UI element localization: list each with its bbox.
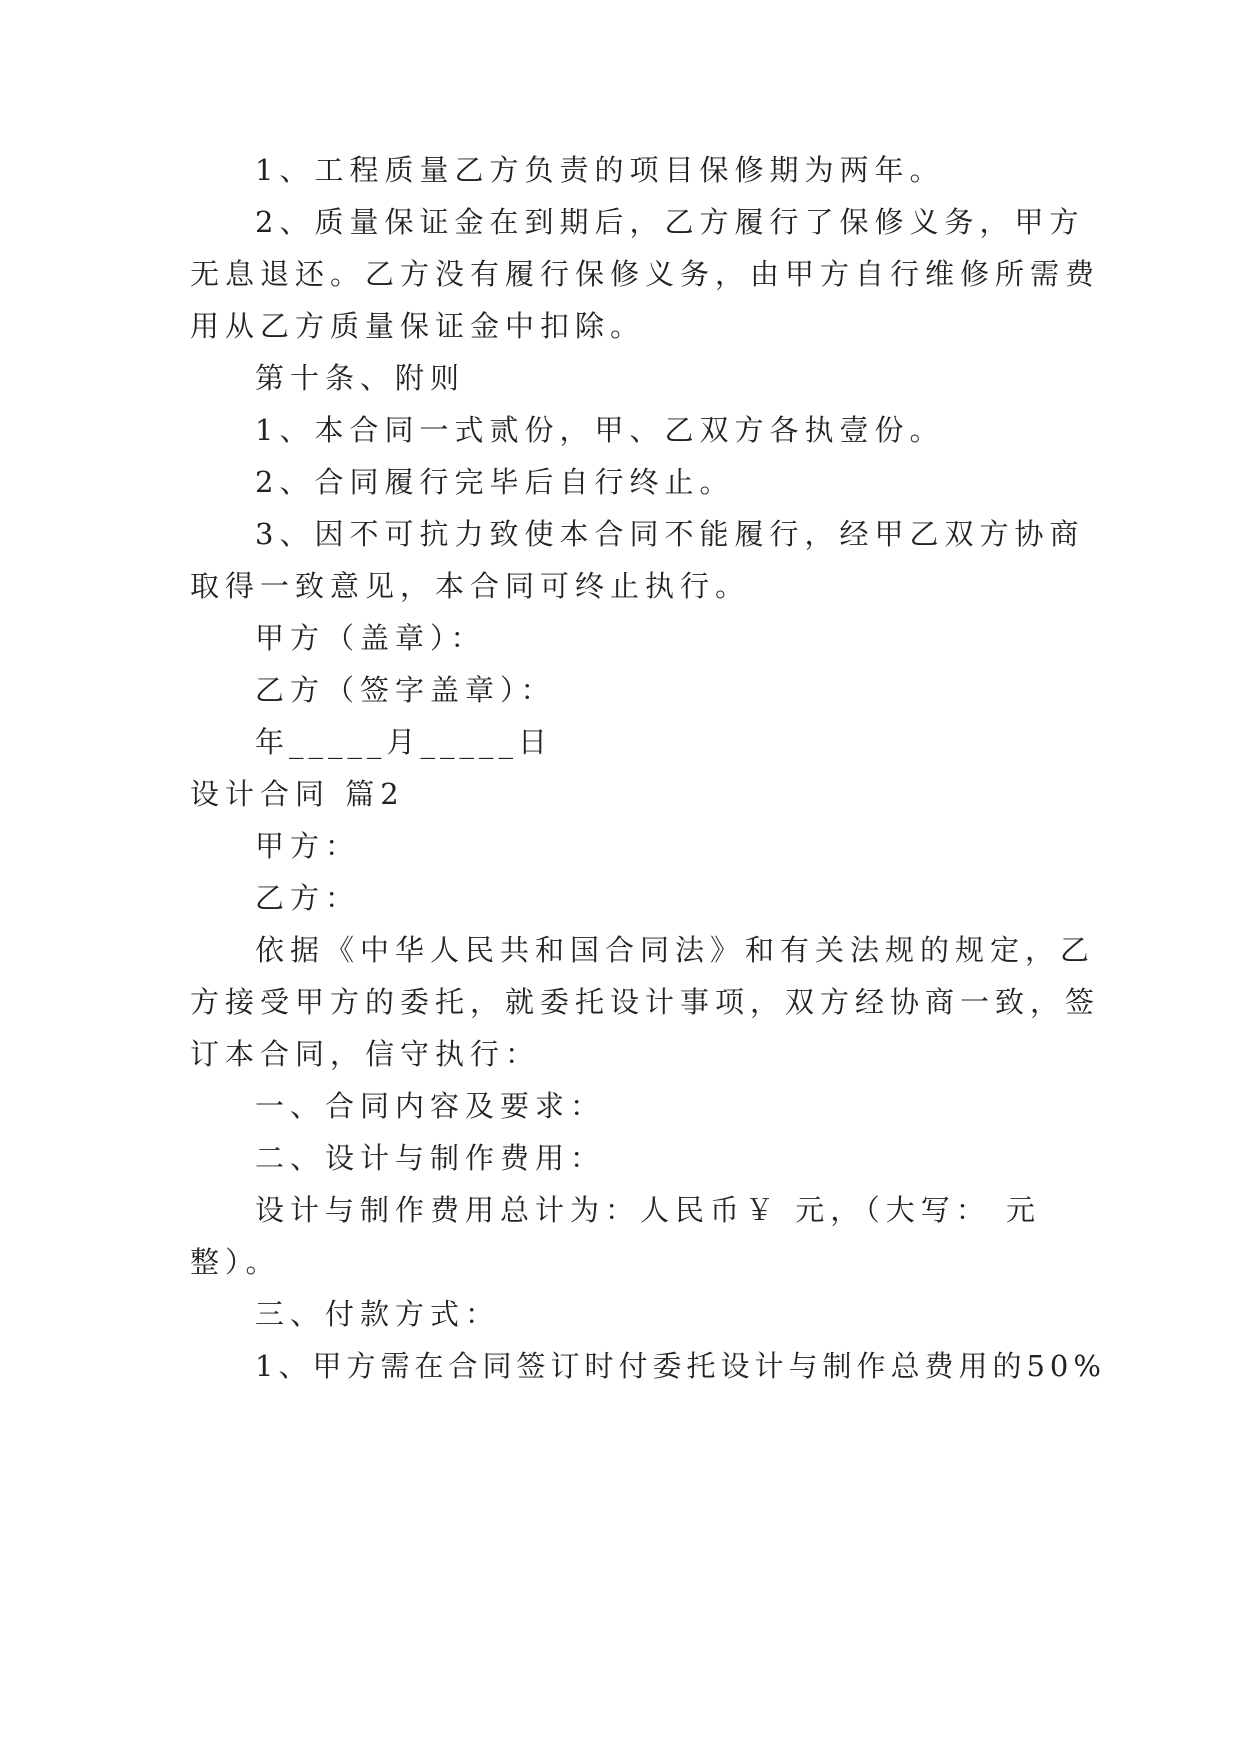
party-a-label: 甲方： (255, 829, 361, 863)
section-3-heading: 三、付款方式： (255, 1297, 501, 1331)
fee-line-1: 设计与制作费用总计为：人民币￥ 元，（大写： 元 (255, 1193, 1041, 1227)
preamble-line-2: 方接受甲方的委托，就委托设计事项，双方经协商一致，签 (190, 985, 1101, 1019)
appendix-clause-3-line-2: 取得一致意见，本合同可终止执行。 (190, 569, 751, 603)
payment-clause-1: 1、甲方需在合同签订时付委托设计与制作总费用的50% (255, 1349, 1106, 1383)
party-b-label: 乙方： (255, 881, 361, 915)
preamble-line-3: 订本合同，信守执行： (190, 1037, 541, 1071)
party-b-signature: 乙方（签字盖章）： (255, 673, 556, 707)
party-a-seal: 甲方（盖章）： (255, 621, 486, 655)
fee-line-2: 整）。 (190, 1245, 281, 1279)
warranty-clause-2-line-3: 用从乙方质量保证金中扣除。 (190, 309, 646, 343)
warranty-clause-2-line-1: 2、质量保证金在到期后，乙方履行了保修义务，甲方 (255, 205, 1085, 239)
date-line: 年_____月_____日 (255, 725, 553, 759)
warranty-clause-2-line-2: 无息退还。乙方没有履行保修义务，由甲方自行维修所需费 (190, 257, 1101, 291)
warranty-clause-1: 1、工程质量乙方负责的项目保修期为两年。 (255, 153, 945, 187)
appendix-clause-1: 1、本合同一式贰份，甲、乙双方各执壹份。 (255, 413, 945, 447)
preamble-line-1: 依据《中华人民共和国合同法》和有关法规的规定，乙 (255, 933, 1096, 967)
section-title-contract-2: 设计合同 篇2 (190, 777, 405, 811)
section-1-heading: 一、合同内容及要求： (255, 1089, 606, 1123)
section-2-heading: 二、设计与制作费用： (255, 1141, 606, 1175)
appendix-clause-3-line-1: 3、因不可抗力致使本合同不能履行，经甲乙双方协商 (255, 517, 1085, 551)
article-10-heading: 第十条、附则 (255, 361, 466, 395)
appendix-clause-2: 2、合同履行完毕后自行终止。 (255, 465, 735, 499)
